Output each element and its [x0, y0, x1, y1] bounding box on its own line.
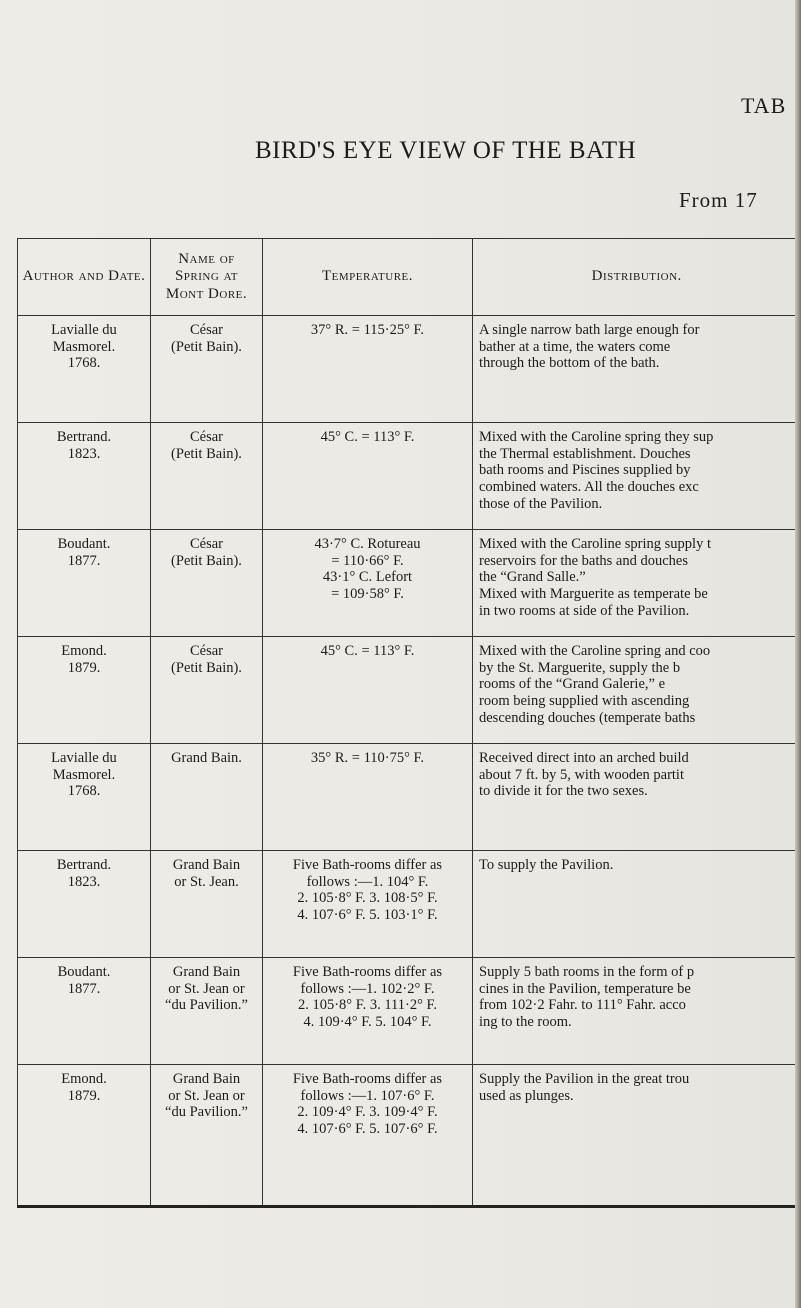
distribution-cell	[473, 316, 801, 423]
spring-name-cell-line: (Petit Bain).	[171, 552, 242, 569]
temperature-cell-line: = 110·66° F.	[331, 552, 404, 569]
author-cell-line: 1823.	[67, 445, 101, 462]
page-edge-shadow	[795, 0, 801, 1308]
temperature-cell	[263, 958, 473, 1065]
author-cell-line: 1877.	[67, 552, 101, 569]
column-header-spring: Name of Spring at Mont Dore.	[151, 239, 263, 316]
distribution-cell	[473, 530, 801, 637]
column-header-author: Author and Date.	[18, 239, 151, 316]
temperature-cell-line: follows :—1. 102·2° F.	[300, 980, 435, 997]
author-cell-line: Emond.	[61, 643, 107, 659]
distribution-cell-line: A single narrow bath large enough for	[479, 322, 700, 338]
temperature-cell-line: 35° R. = 110·75° F.	[310, 750, 425, 766]
table-row	[18, 744, 801, 851]
spring-name-cell	[151, 1065, 263, 1207]
spring-name-cell-line: Grand Bain	[172, 1071, 241, 1087]
distribution-cell-line: Mixed with the Caroline spring they sup	[479, 429, 714, 445]
distribution-cell-line: from 102·2 Fahr. to 111° Fahr. acco	[479, 997, 686, 1014]
temperature-cell-line: 2. 109·4° F. 3. 109·4° F.	[297, 1104, 438, 1121]
temperature-cell-line: Five Bath-rooms differ as	[292, 857, 443, 873]
table-row	[18, 530, 801, 637]
spring-name-cell	[151, 637, 263, 744]
distribution-cell	[473, 1065, 801, 1207]
temperature-cell-line: = 109·58° F.	[331, 586, 404, 603]
distribution-cell	[473, 423, 801, 530]
spring-name-cell	[151, 851, 263, 958]
spring-name-cell-line: “du Pavilion.”	[165, 997, 248, 1014]
author-cell-line: 1879.	[67, 659, 101, 676]
temperature-cell-line: follows :—1. 104° F.	[306, 873, 429, 890]
distribution-cell-line: the Thermal establishment. Douches	[479, 445, 691, 462]
temperature-cell-line: 2. 105·8° F. 3. 111·2° F.	[297, 997, 438, 1014]
author-cell	[18, 744, 151, 851]
distribution-cell-line: reservoirs for the baths and douches	[479, 552, 688, 569]
distribution-cell	[473, 744, 801, 851]
table-row	[18, 958, 801, 1065]
distribution-cell-line: about 7 ft. by 5, with wooden partit	[479, 766, 684, 783]
temperature-cell-line: 4. 109·4° F. 5. 104° F.	[303, 1014, 432, 1031]
temperature-cell	[263, 851, 473, 958]
distribution-cell	[473, 637, 801, 744]
author-cell-line: Bertrand.	[56, 429, 112, 445]
distribution-cell-line: combined waters. All the douches exc	[479, 479, 699, 496]
author-cell-line: Bertrand.	[56, 857, 112, 873]
temperature-cell-line: 45° C. = 113° F.	[320, 429, 415, 445]
author-cell-line: 1877.	[67, 980, 101, 997]
spring-name-cell-line: César	[189, 322, 223, 338]
table-header-row	[18, 239, 801, 316]
table-row	[18, 423, 801, 530]
distribution-cell-line: room being supplied with ascending	[479, 693, 690, 710]
distribution-cell	[473, 958, 801, 1065]
distribution-cell-line: those of the Pavilion.	[479, 495, 603, 512]
temperature-cell	[263, 530, 473, 637]
temperature-cell-line: 4. 107·6° F. 5. 107·6° F.	[297, 1121, 438, 1138]
distribution-cell-line: To supply the Pavilion.	[479, 857, 614, 873]
column-header-temperature: Temperature.	[263, 239, 473, 316]
table-row	[18, 1065, 801, 1207]
author-cell-line: Lavialle du	[51, 750, 117, 766]
distribution-cell-line: the “Grand Salle.”	[479, 569, 586, 586]
distribution-cell-line: rooms of the “Grand Galerie,” e	[479, 676, 666, 693]
table-row	[18, 637, 801, 744]
spring-name-cell-line: or St. Jean or	[168, 1087, 245, 1104]
distribution-cell-line: ing to the room.	[479, 1014, 572, 1031]
temperature-cell-line: 43·1° C. Lefort	[322, 569, 413, 586]
temperature-cell-line: follows :—1. 107·6° F.	[300, 1087, 435, 1104]
author-cell-line: Boudant.	[57, 964, 111, 980]
distribution-cell-line: Received direct into an arched build	[479, 750, 689, 766]
spring-name-cell-line: (Petit Bain).	[171, 659, 242, 676]
distribution-cell-line: Mixed with the Caroline spring supply t	[479, 536, 711, 552]
spring-name-cell-line: César	[189, 643, 223, 659]
distribution-cell-line: to divide it for the two sexes.	[479, 783, 648, 800]
distribution-cell-line: Mixed with the Caroline spring and coo	[479, 643, 711, 659]
distribution-cell-line: Supply 5 bath rooms in the form of p	[479, 964, 695, 980]
page-subtitle: From 17	[679, 188, 758, 212]
author-cell	[18, 316, 151, 423]
spring-name-cell-line: Grand Bain	[172, 857, 241, 873]
spring-name-cell-line: (Petit Bain).	[171, 445, 242, 462]
spring-name-cell-line: César	[189, 536, 223, 552]
spring-name-cell	[151, 744, 263, 851]
spring-name-cell-line: César	[189, 429, 223, 445]
author-cell-line: Masmorel.	[52, 766, 116, 783]
temperature-cell	[263, 637, 473, 744]
author-cell-line: Boudant.	[57, 536, 111, 552]
author-cell	[18, 423, 151, 530]
temperature-cell-line: 4. 107·6° F. 5. 103·1° F.	[297, 907, 438, 924]
column-header-distribution: Distribution.	[473, 239, 801, 316]
author-cell-line: 1823.	[67, 873, 101, 890]
table-tab-label: TAB	[741, 93, 787, 118]
temperature-cell	[263, 423, 473, 530]
table-row	[18, 316, 801, 423]
author-cell-line: Lavialle du	[51, 322, 117, 338]
spring-name-cell-line: Grand Bain.	[171, 750, 242, 766]
table-row	[18, 851, 801, 958]
distribution-cell-line: Mixed with Marguerite as temperate be	[479, 586, 708, 603]
distribution-cell-line: in two rooms at side of the Pavilion.	[479, 602, 690, 619]
spring-name-cell-line: or St. Jean or	[168, 980, 245, 997]
distribution-cell-line: Supply the Pavilion in the great trou	[479, 1071, 690, 1087]
distribution-cell-line: bath rooms and Piscines supplied by	[479, 462, 691, 479]
table-body	[18, 316, 801, 1207]
temperature-cell-line: Five Bath-rooms differ as	[292, 1071, 443, 1087]
distribution-cell-line: cines in the Pavilion, temperature be	[479, 980, 691, 997]
temperature-cell-line: 2. 105·8° F. 3. 108·5° F.	[297, 890, 438, 907]
temperature-cell	[263, 1065, 473, 1207]
author-cell	[18, 851, 151, 958]
spring-name-cell	[151, 316, 263, 423]
spring-name-cell	[151, 958, 263, 1065]
spring-name-cell-line: (Petit Bain).	[171, 338, 242, 355]
spring-name-cell-line: Grand Bain	[172, 964, 241, 980]
distribution-cell-line: through the bottom of the bath.	[479, 355, 660, 372]
author-cell-line: 1768.	[67, 783, 101, 800]
spring-name-cell-line: or St. Jean.	[174, 873, 239, 890]
author-cell-line: 1768.	[67, 355, 101, 372]
distribution-cell-line: by the St. Marguerite, supply the b	[479, 659, 681, 676]
page-title: BIRD'S EYE VIEW OF THE BATH	[255, 137, 637, 164]
temperature-cell-line: 45° C. = 113° F.	[320, 643, 415, 659]
temperature-cell	[263, 744, 473, 851]
temperature-cell-line: 37° R. = 115·25° F.	[310, 322, 425, 338]
author-cell-line: Masmorel.	[52, 338, 116, 355]
author-cell-line: 1879.	[67, 1087, 101, 1104]
bath-distribution-table	[17, 238, 801, 1208]
spring-name-cell-line: “du Pavilion.”	[165, 1104, 248, 1121]
author-cell	[18, 958, 151, 1065]
spring-name-cell	[151, 530, 263, 637]
temperature-cell-line: Five Bath-rooms differ as	[292, 964, 443, 980]
distribution-cell-line: used as plunges.	[479, 1087, 574, 1104]
distribution-cell-line: bather at a time, the waters come	[479, 338, 671, 355]
temperature-cell	[263, 316, 473, 423]
author-cell	[18, 530, 151, 637]
distribution-cell-line: descending douches (temperate baths	[479, 709, 696, 726]
author-cell	[18, 1065, 151, 1207]
distribution-cell	[473, 851, 801, 958]
author-cell	[18, 637, 151, 744]
author-cell-line: Emond.	[61, 1071, 107, 1087]
spring-name-cell	[151, 423, 263, 530]
temperature-cell-line: 43·7° C. Rotureau	[314, 536, 421, 552]
